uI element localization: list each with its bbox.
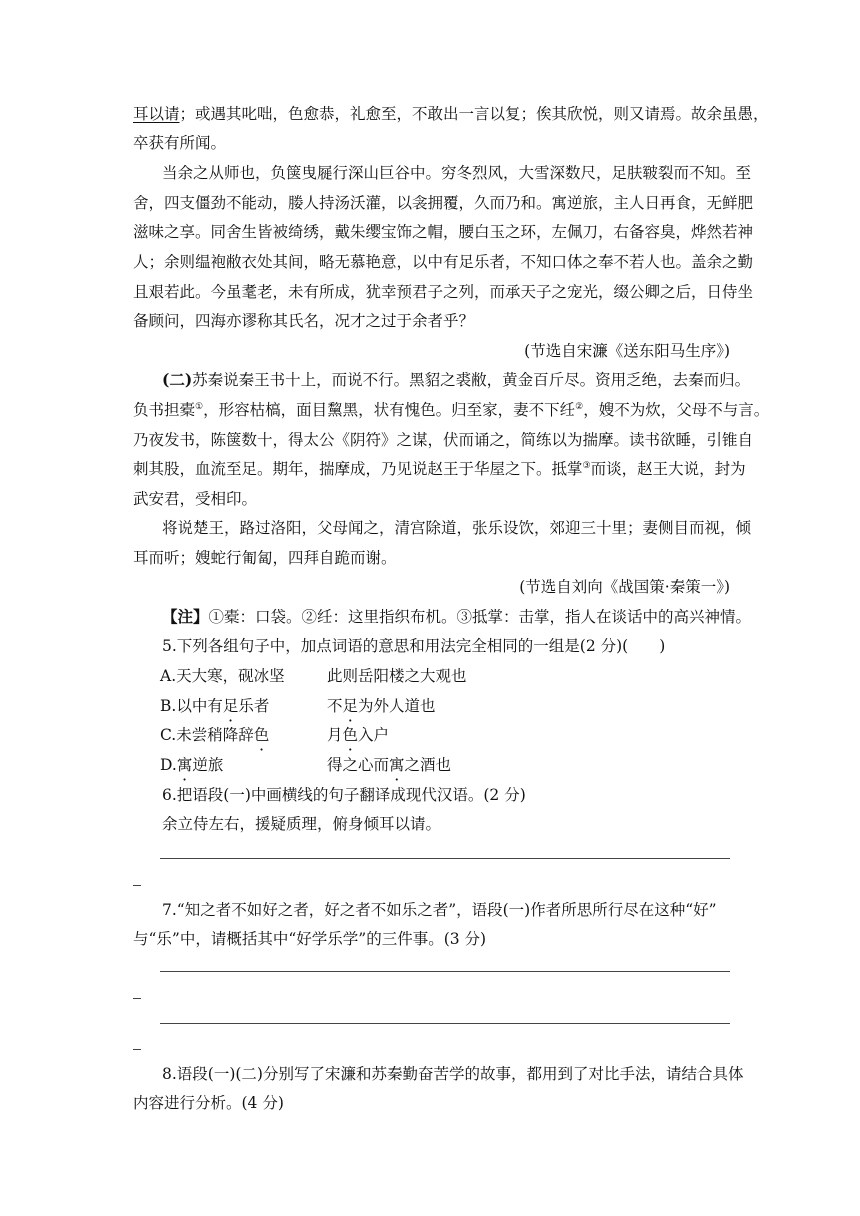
question-8-line-2: 内容进行分析。(4 分) [133, 1094, 284, 1112]
footnote-mark-1: ① [195, 401, 204, 412]
dotted-word: 色 [342, 726, 359, 744]
option-b-right: 不足为外人道也 [327, 697, 436, 715]
passage2-source: (节选自刘向《战国策·秦策一》) [519, 578, 730, 596]
dotted-word: 足 [222, 697, 239, 715]
passage2-line-4: 刺其股，血流至足。期年，揣摩成，乃见说赵王于华屋之下。抵掌③而谈，赵王大说，封为 [133, 460, 746, 478]
question-6-sentence: 余立侍左右，援疑质理，俯身倾耳以请。 [162, 815, 442, 833]
answer-line-end [133, 885, 141, 886]
passage1-line-7: 且艰若此。今虽耄老，未有所成，犹幸预君子之列，而承天子之宠光，缀公卿之后，日侍坐 [133, 283, 754, 301]
dotted-word: 寓 [176, 756, 193, 774]
question-6-stem: 6.把语段(一)中画横线的句子翻译成现代汉语。(2 分) [162, 786, 526, 804]
passage2-line-5: 武安君，受相印。 [133, 490, 258, 508]
passage1-source: (节选自宋濂《送东阳马生序》) [524, 342, 730, 360]
passage1-line-4: 舍，四支僵劲不能动，媵人持汤沃灌，以衾拥覆，久而乃和。寓逆旅，主人日再食，无鲜肥 [133, 194, 754, 212]
passage1-line-6: 人；余则缊袍敝衣处其间，略无慕艳意，以中有足乐者，不知口体之奉不若人也。盖余之勤 [133, 253, 754, 271]
answer-line-q7-2[interactable] [160, 1023, 730, 1024]
option-c-left: C.未尝稍降辞色 [160, 726, 270, 744]
dotted-word: 寓 [389, 756, 405, 774]
answer-line-end [133, 1049, 141, 1050]
passage1-line-1: 耳以请；或遇其叱咄，色愈恭，礼愈至，不敢出一言以复；俟其欣悦，则又请焉。故余虽愚， [133, 105, 769, 123]
passage1-line-3: 当余之从师也，负箧曳屣行深山巨谷中。穷冬烈风，大雪深数尺，足肤皲裂而不知。至 [162, 164, 752, 182]
answer-line-end [133, 998, 141, 999]
passage1-line-5: 滋味之享。同舍生皆被绮绣，戴朱缨宝饰之帽，腰白玉之环，左佩刀，右备容臭，烨然若神 [133, 223, 754, 241]
answer-line-q6[interactable] [160, 858, 730, 859]
option-d-right: 得之心而寓之酒也 [327, 756, 452, 774]
question-5-stem: 5.下列各组句子中，加点词语的意思和用法完全相同的一组是(2 分)( ) [162, 637, 666, 655]
passage2-line-2: 负书担橐①，形容枯槁，面目黧黑，状有愧色。归至家，妻不下纴②，嫂不为炊，父母不与言。 [133, 401, 770, 419]
question-7-line-2: 与“乐”中，请概括其中“好学乐学”的三件事。(3 分) [133, 930, 487, 948]
answer-line-q7-1[interactable] [160, 971, 730, 972]
note: 【注】①橐：口袋。②纴：这里指织布机。③抵掌：击掌，指人在谈话中的高兴神情。 [162, 607, 752, 626]
footnote-mark-3: ③ [582, 460, 591, 471]
option-a-left: A.天大寒，砚冰坚 [160, 667, 285, 685]
passage1-line-2: 卒获有所闻。 [133, 134, 227, 152]
question-7-line-1: 7.“知之者不如好之者，好之者不如乐之者”，语段(一)作者所思所行尽在这种“好” [162, 901, 717, 919]
dotted-word: 色 [253, 726, 270, 744]
passage2-line-6: 将说楚王，路过洛阳，父母闻之，清宫除道，张乐设饮，郊迎三十里；妻侧目而视，倾 [162, 519, 752, 537]
option-b-left: B.以中有足乐者 [160, 697, 270, 715]
option-a-right: 此则岳阳楼之大观也 [327, 667, 467, 685]
dotted-word: 足 [342, 697, 359, 715]
question-8-line-1: 8.语段(一)(二)分别写了宋濂和苏秦勤奋苦学的故事，都用到了对比手法，请结合具体 [162, 1065, 744, 1083]
passage2-label: (二) [162, 370, 193, 389]
passage2-line-7: 耳而听；嫂蛇行匍匐，四拜自跪而谢。 [133, 549, 397, 567]
passage2-line-3: 乃夜发书，陈箧数十，得太公《阴符》之谋，伏而诵之，简练以为揣摩。读书欲睡，引锥自 [133, 431, 754, 449]
option-d-left: D.寓逆旅 [160, 756, 224, 774]
passage1-line-8: 备顾问，四海亦谬称其氏名，况才之过于余者乎？ [133, 312, 475, 330]
footnote-mark-2: ② [575, 401, 584, 412]
option-c-right: 月色入户 [327, 726, 390, 744]
note-label: 【注】 [162, 607, 209, 626]
underlined-sentence-end: 耳以请 [133, 105, 180, 123]
passage2-line-1: (二)苏秦说秦王书十上，而说不行。黑貂之裘敝，黄金百斤尽。资用乏绝，去秦而归。 [162, 370, 751, 389]
